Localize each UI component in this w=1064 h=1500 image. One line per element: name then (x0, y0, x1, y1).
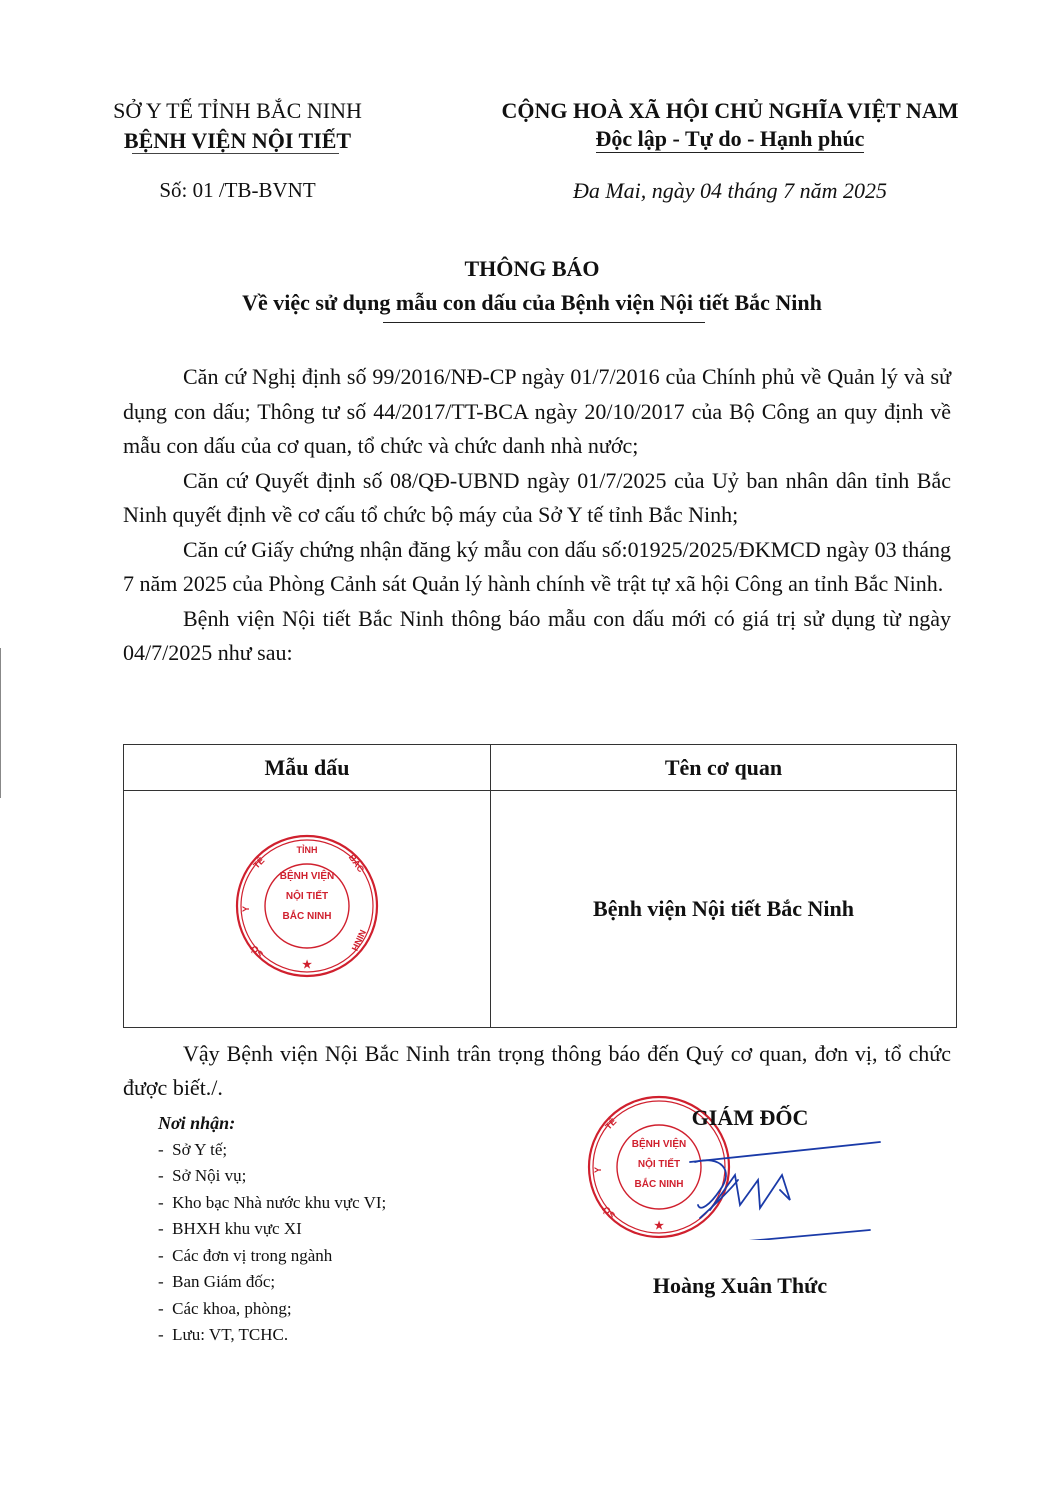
parent-agency: SỞ Y TẾ TỈNH BẮC NINH (113, 98, 362, 123)
issuing-agency-block (60, 96, 415, 156)
official-stamp-icon (232, 831, 382, 981)
paragraph-announcement: Bệnh viện Nội tiết Bắc Ninh thông báo mẫu con dấu mới có giá trị sử dụng từ ngày 04/7/2025 như sau: (123, 605, 951, 665)
paragraph-legal-basis-1: Căn cứ Nghị định số 99/2016/NĐ-CP ngày 01/7/2016 của Chính phủ về Quản lý và sử dụng con dấu; Thông tư số 44/2017/TT-BCA ngày 20/10/2017 của Bộ Công an quy định về mẫu con dấu của cơ quan, tổ chức và chức danh nhà nước; (123, 364, 951, 458)
stamp-ring-text-ninh: NINH (349, 928, 368, 953)
list-item: - Sở Y tế; (158, 1137, 386, 1164)
column-header-stamp: Mẫu dấu (124, 745, 491, 791)
national-header-block (430, 96, 1030, 153)
table-row (124, 791, 957, 1028)
handwritten-signature-icon (637, 1130, 890, 1240)
list-item: - Lưu: VT, TCHC. (158, 1322, 386, 1349)
document-subtitle: Về việc sử dụng mẫu con dấu của Bệnh viện Nội tiết Bắc Ninh (242, 290, 822, 315)
table-header-row (124, 745, 957, 791)
sig-stamp-center-line-3: BẮC NINH (634, 1179, 684, 1190)
list-item: - Sở Nội vụ; (158, 1163, 386, 1190)
national-motto: Độc lập - Tự do - Hạnh phúc (595, 126, 865, 151)
list-item: - Kho bạc Nhà nước khu vực VI; (158, 1190, 386, 1217)
place-date: Đa Mai, ngày 04 tháng 7 năm 2025 (572, 178, 888, 203)
list-item: - Ban Giám đốc; (158, 1269, 386, 1296)
closing-paragraph: Vậy Bệnh viện Nội Bắc Ninh trân trọng thông báo đến Quý cơ quan, đơn vị, tổ chức được biết./. (123, 1041, 951, 1100)
stamp-ring-text-so: SỞ (248, 942, 266, 960)
list-item: - Các đơn vị trong ngành (158, 1243, 386, 1270)
paragraph-legal-basis-3: Căn cứ Giấy chứng nhận đăng ký mẫu con dấu số:01925/2025/ĐKMCD ngày 03 tháng 7 năm 2025 của Phòng Cảnh sát Quản lý hành chính về trật tự xã hội Công an tỉnh Bắc Ninh. (123, 536, 951, 596)
organization-name: Bệnh viện Nội tiết Bắc Ninh (593, 896, 854, 921)
subtitle-underline (383, 322, 705, 323)
stamp-ring-text-bac: BẮC (346, 852, 367, 875)
sig-stamp-star-icon: ★ (654, 1220, 664, 1232)
stamp-center-line-1: BỆNH VIỆN (279, 871, 335, 882)
stamp-ring-text-y: Y (241, 905, 251, 913)
stamp-center-line-2: NỘI TIẾT (285, 891, 329, 902)
scan-edge-mark (0, 648, 1, 798)
document-number: Số: 01 /TB-BVNT (159, 178, 316, 202)
stamp-ring-text-te: TẾ (251, 855, 267, 871)
document-body (123, 360, 951, 671)
sig-stamp-center-line-2: NỘI TIẾT (637, 1159, 681, 1170)
agency-name: BỆNH VIỆN NỘI TIẾT (124, 126, 351, 156)
recipients-block (158, 1110, 386, 1349)
sig-stamp-center-line-1: BỆNH VIỆN (631, 1139, 687, 1150)
sig-stamp-ring-text-y: Y (593, 1166, 603, 1174)
column-header-organization: Tên cơ quan (491, 745, 957, 791)
organization-cell (491, 791, 957, 1028)
list-item: - BHXH khu vực XI (158, 1216, 386, 1243)
recipients-heading: Nơi nhận: (158, 1113, 236, 1133)
stamp-ring-text-tinh: TỈNH (296, 845, 318, 855)
signer-name: Hoàng Xuân Thức (652, 1273, 828, 1298)
stamp-center-line-3: BẮC NINH (282, 911, 332, 922)
stamp-star-icon: ★ (302, 959, 312, 971)
sig-stamp-ring-text-te: TẾ (603, 1116, 619, 1132)
stamp-sample-table (123, 744, 957, 1028)
signer-title: GIÁM ĐỐC (691, 1105, 809, 1130)
document-title: THÔNG BÁO (464, 256, 600, 281)
stamp-cell (124, 791, 491, 1028)
sig-stamp-ring-text-so: SỞ (600, 1203, 618, 1221)
paragraph-legal-basis-2: Căn cứ Quyết định số 08/QĐ-UBND ngày 01/7/2025 của Uỷ ban nhân dân tỉnh Bắc Ninh quyết định về cơ cấu tổ chức bộ máy của Sở Y tế tỉnh Bắc Ninh; (123, 467, 951, 527)
list-item: - Các khoa, phòng; (158, 1296, 386, 1323)
recipients-list (158, 1137, 386, 1349)
country-name: CỘNG HOÀ XÃ HỘI CHỦ NGHĨA VIỆT NAM (501, 98, 959, 123)
closing-paragraph-block (123, 1037, 951, 1105)
